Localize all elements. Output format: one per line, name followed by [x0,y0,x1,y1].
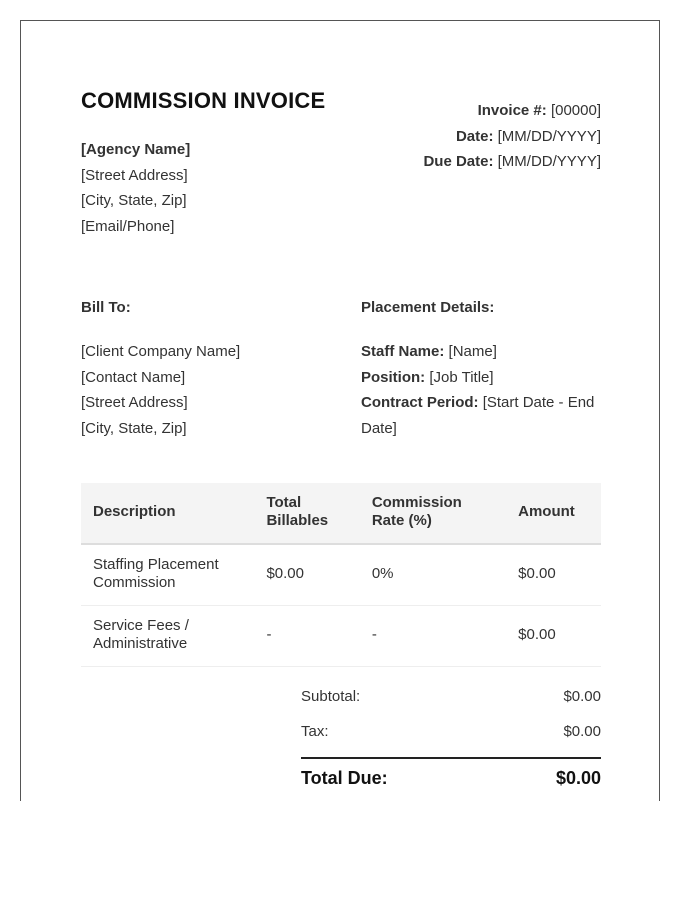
total-due-row [301,757,601,788]
invoice-number-label: Invoice #: [477,102,547,119]
tax-value: $0.00 [563,723,601,740]
position-label: Position: [361,368,426,386]
invoice-title: COMMISSION INVOICE [81,88,326,113]
staff-name-label: Staff Name: [361,343,445,360]
invoice-page [20,20,660,801]
invoice-due-date-line [423,149,601,175]
table-row [81,544,601,606]
header-commission-rate: Commission Rate (%) [360,483,506,544]
agency-contact: [Email/Phone] [81,217,175,235]
agency-street: [Street Address] [81,166,188,184]
contract-period-value: [Start Date - End Date] [361,394,595,437]
line-items-table [81,483,601,667]
bill-to-title: Bill To: [81,299,131,316]
invoice-meta [423,98,601,175]
row-commission-rate: 0% [360,544,506,606]
total-due-label: Total Due: [301,768,388,788]
bill-to-block [81,298,341,441]
position-value: [Job Title] [429,368,494,386]
invoice-number-line [423,98,601,124]
row-amount: $0.00 [506,606,601,667]
client-street: [Street Address] [81,394,188,411]
placement-title: Placement Details: [361,299,495,316]
row-amount: $0.00 [506,544,601,606]
invoice-due-date-value: [MM/DD/YYYY] [497,153,601,170]
client-city: [City, State, Zip] [81,419,187,437]
invoice-content [81,87,601,788]
invoice-date-line [423,124,601,150]
placement-block [361,298,601,441]
table-header-row [81,483,601,544]
agency-name: [Agency Name] [81,141,191,158]
agency-city: [City, State, Zip] [81,192,187,209]
header-total-billables: Total Billables [254,483,359,544]
contract-period-label: Contract Period: [361,394,479,411]
header-amount: Amount [506,483,601,544]
subtotal-label: Subtotal: [301,688,361,705]
total-due-value: $0.00 [555,768,601,788]
row-description: Staffing Placement Commission [81,544,254,606]
tax-row [301,722,601,757]
header-description: Description [81,483,254,544]
row-total-billables: $0.00 [254,544,359,606]
client-contact: [Contact Name] [81,368,186,386]
invoice-date-label: Date: [455,127,494,145]
subtotal-value: $0.00 [563,688,601,705]
row-total-billables: - [254,606,359,667]
invoice-date-value: [MM/DD/YYYY] [497,127,601,145]
table-row [81,606,601,667]
staff-name-line [361,339,601,365]
invoice-number-value: [00000] [550,102,601,119]
invoice-due-date-label: Due Date: [423,153,494,170]
invoice-header [81,87,601,287]
client-company: [Client Company Name] [81,343,241,360]
row-commission-rate: - [360,606,506,667]
position-line [361,365,601,391]
staff-name-value: [Name] [448,343,497,360]
tax-label: Tax: [301,723,329,740]
subtotal-row [301,687,601,722]
row-description: Service Fees / Administrative [81,606,254,667]
totals-block [301,687,601,788]
contract-period-line [361,390,601,441]
parties-section [81,287,601,483]
